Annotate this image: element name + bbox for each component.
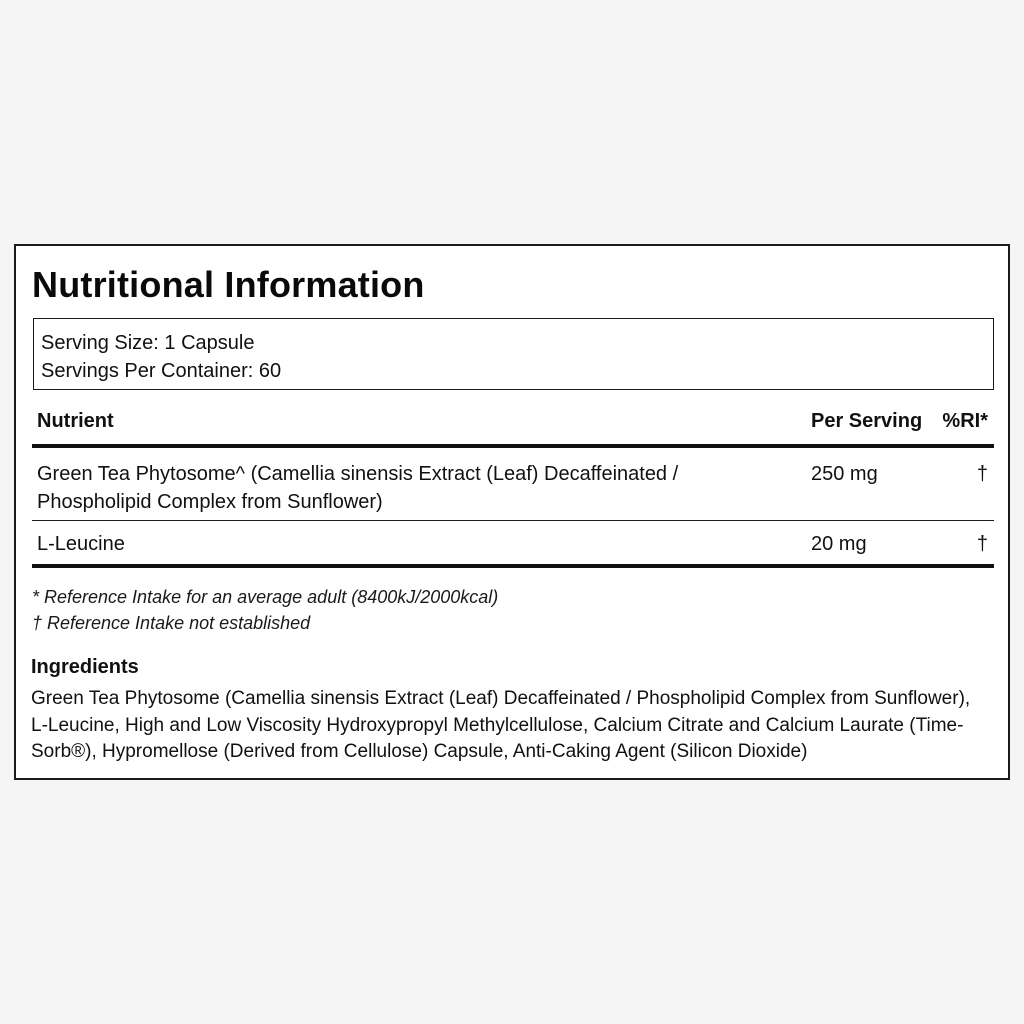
page-title: Nutritional Information <box>32 264 425 305</box>
serving-size: Serving Size: 1 Capsule <box>41 332 255 354</box>
row-per-serving: 20 mg <box>811 533 867 555</box>
row-per-serving: 250 mg <box>811 463 878 485</box>
header-ri: %RI* <box>942 410 988 432</box>
row-ri: † <box>976 463 988 485</box>
row-nutrient: Green Tea Phytosome^ (Camellia sinensis Extract (Leaf) Decaffeinated / Phospholipid Complex from Sunflower) <box>37 463 679 513</box>
table-row <box>32 460 994 521</box>
header-per-serving: Per Serving <box>811 410 923 432</box>
footnote-dagger: † Reference Intake not established <box>32 613 311 633</box>
ingredients-title: Ingredients <box>31 656 139 678</box>
header-nutrient: Nutrient <box>37 410 114 432</box>
table-header <box>32 406 994 448</box>
row-ri: † <box>976 533 988 555</box>
footnotes <box>32 584 498 636</box>
table-row <box>32 530 994 568</box>
nutrition-panel <box>14 244 1010 780</box>
ingredients-text: Green Tea Phytosome (Camellia sinensis Extract (Leaf) Decaffeinated / Phospholipid Complex from Sunflower), L-Leucine, High and Low Viscosity Hydroxypropyl Methylcellulose, Calcium Citrate and Calcium Laurate (Time-Sorb®), Hypromellose (Derived from Cellulose) Capsule, Anti-Caking Agent (Silicon Dioxide) <box>31 688 971 762</box>
footnote-ri: * Reference Intake for an average adult (8400kJ/2000kcal) <box>32 587 499 607</box>
servings-per-container: Servings Per Container: 60 <box>41 360 282 382</box>
row-nutrient: L-Leucine <box>37 533 125 555</box>
serving-info-box <box>33 318 994 390</box>
